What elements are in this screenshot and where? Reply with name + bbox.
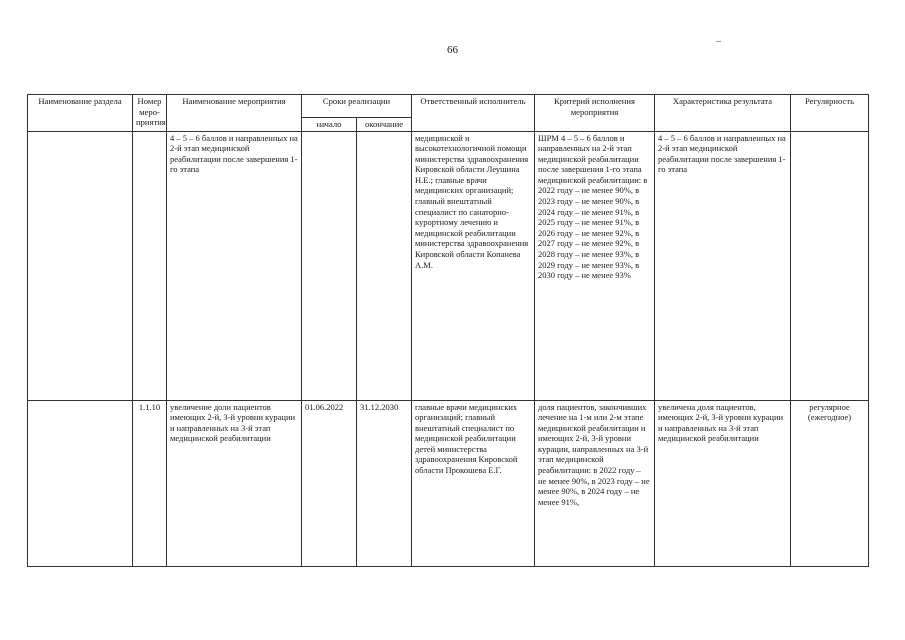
cell-responsible: главные врачи медицинских организаций; главный внештатный специалист по медицинской реабилитации детей министерства здравоохранения Кировской области Прокошева Е.Г. [412, 400, 535, 566]
header-start: начало [302, 118, 357, 132]
header-responsible: Ответственный исполнитель [412, 95, 535, 132]
header-regularity: Регулярность [791, 95, 869, 132]
table-row [28, 131, 869, 400]
header-end: окончание [357, 118, 412, 132]
header-number: Номер меро-приятия [133, 95, 167, 132]
header-result: Характеристика результата [655, 95, 791, 132]
cell-event-name: 4 – 5 – 6 баллов и направленных на 2-й этап медицинской реабилитации после завершения 1-го этапа [167, 131, 302, 400]
header-section: Наименование раздела [28, 95, 133, 132]
page-mark: – [716, 36, 721, 47]
cell-result: 4 – 5 – 6 баллов и направленных на 2-й этап медицинской реабилитации после завершения 1-го этапа [655, 131, 791, 400]
cell-result: увеличена доля пациентов, имеющих 2-й, 3-й уровни курации и направленных на 3-й этап медицинской реабилитации [655, 400, 791, 566]
cell-responsible: медицинской и высокотехнологичной помощи министерства здравоохранения Кировской области Леушина Н.Е.; главные врачи медицинских организаций; главный внештатный специалист по санаторно-курортному лечению и медицинской реабилитации министерства здравоохранения Кировской области Копанева А.М. [412, 131, 535, 400]
cell-start [302, 131, 357, 400]
cell-section [28, 131, 133, 400]
cell-regularity: регулярное (ежегодное) [791, 400, 869, 566]
cell-regularity [791, 131, 869, 400]
cell-start: 01.06.2022 [302, 400, 357, 566]
header-event-name: Наименование мероприятия [167, 95, 302, 132]
cell-criterion: доля пациентов, закончивших лечение на 1-м или 2-м этапе медицинской реабилитации и имеющих 2-й, 3-й уровни курации, направленных на 3-й этап медицинской реабилитации: в 2022 году – не менее 90%, в 2023 году – не менее 90%, в 2024 году – не менее 91%, [535, 400, 655, 566]
cell-section [28, 400, 133, 566]
cell-event-name: увеличение доли пациентов имеющих 2-й, 3-й уровни курации и направленных на 3-й этап медицинской реабилитации [167, 400, 302, 566]
cell-number [133, 131, 167, 400]
cell-end: 31.12.2030 [357, 400, 412, 566]
page-number: 66 [447, 44, 458, 56]
cell-end [357, 131, 412, 400]
cell-number: 1.1.10 [133, 400, 167, 566]
cell-criterion: ШРМ 4 – 5 – 6 баллов и направленных на 2-й этап медицинской реабилитации после завершения 1-го этапа медицинской реабилитации: в 2022 году – не менее 90%, в 2023 году – не менее 90%, в 2024 году – не менее 91%, в 2025 году – не менее 91%, в 2026 году – не менее 92%, в 2027 году – не менее 92%, в 2028 году – не менее 93%, в 2029 году – не менее 93%, в 2030 году – не менее 93% [535, 131, 655, 400]
header-criterion: Критерий исполнения мероприятия [535, 95, 655, 132]
measures-table [27, 94, 869, 567]
header-terms: Сроки реализации [302, 95, 412, 118]
table-row [28, 400, 869, 566]
